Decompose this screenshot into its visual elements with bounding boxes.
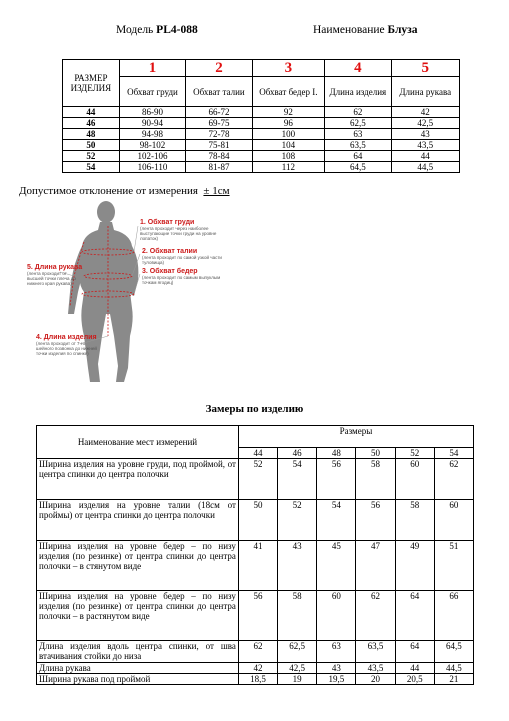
measurement-value: 49 xyxy=(395,541,434,591)
measurement-value: 56 xyxy=(356,500,395,541)
measurement-value: 62 xyxy=(434,459,473,500)
col-num: 3 xyxy=(252,60,324,77)
model-label: Модель PL4-088 xyxy=(116,24,198,36)
value-cell: 102-106 xyxy=(119,151,185,162)
value-cell: 86-90 xyxy=(119,107,185,118)
size-cell: 48 xyxy=(63,129,120,140)
size-row xyxy=(63,162,460,173)
size-row xyxy=(63,129,460,140)
measurement-value: 44,5 xyxy=(434,663,473,674)
measurement-value: 52 xyxy=(278,500,317,541)
measurement-value: 60 xyxy=(434,500,473,541)
measurement-value: 64 xyxy=(395,641,434,663)
measurement-value: 62 xyxy=(238,641,277,663)
value-cell: 62 xyxy=(325,107,392,118)
annotation-sleeve: 5. Длина рукава (лента проходит от высшей точки плеча до нижнего края рукава) xyxy=(27,264,83,286)
value-cell: 104 xyxy=(252,140,324,151)
size-table xyxy=(62,59,460,173)
size-header: РАЗМЕР ИЗДЕЛИЯ xyxy=(63,60,120,107)
size-column-header: 48 xyxy=(317,448,356,459)
col-label: Обхват талии xyxy=(186,77,252,107)
measurement-value: 20,5 xyxy=(395,674,434,685)
measurement-row xyxy=(37,591,474,641)
value-cell: 90-94 xyxy=(119,118,185,129)
col-num: 2 xyxy=(186,60,252,77)
value-cell: 106-110 xyxy=(119,162,185,173)
col-num: 1 xyxy=(119,60,185,77)
measurement-name: Ширина рукава под проймой xyxy=(37,674,239,685)
size-column-header: 46 xyxy=(278,448,317,459)
measurement-value: 42,5 xyxy=(278,663,317,674)
size-column-header: 50 xyxy=(356,448,395,459)
size-row xyxy=(63,151,460,162)
measurement-value: 43 xyxy=(317,663,356,674)
value-cell: 78-84 xyxy=(186,151,252,162)
tolerance-note: Допустимое отклонение от измерения ± 1см xyxy=(19,185,230,197)
size-row xyxy=(63,140,460,151)
col-label: Обхват бедер I. xyxy=(252,77,324,107)
measurement-name: Длина изделия вдоль центра спинки, от шва втачивания стойки до низа xyxy=(37,641,239,663)
value-cell: 43 xyxy=(391,129,459,140)
measurements-title: Замеры по изделию xyxy=(205,403,304,415)
measurement-value: 60 xyxy=(317,591,356,641)
measurement-value: 62,5 xyxy=(278,641,317,663)
size-row xyxy=(63,107,460,118)
size-column-header: 52 xyxy=(395,448,434,459)
measurement-row xyxy=(37,674,474,685)
measurement-value: 42 xyxy=(238,663,277,674)
value-cell: 100 xyxy=(252,129,324,140)
tolerance-value: ± 1см xyxy=(203,185,230,197)
measurement-value: 66 xyxy=(434,591,473,641)
measurement-value: 19,5 xyxy=(317,674,356,685)
measurement-value: 54 xyxy=(317,500,356,541)
value-cell: 98-102 xyxy=(119,140,185,151)
annotation-hips: 3. Обхват бедер (лента проходит по самым выпуклым точкам ягодиц) xyxy=(142,268,221,285)
measurement-value: 63,5 xyxy=(356,641,395,663)
size-column-header: 54 xyxy=(434,448,473,459)
value-cell: 63,5 xyxy=(325,140,392,151)
value-cell: 112 xyxy=(252,162,324,173)
col-num: 5 xyxy=(391,60,459,77)
col-num: 4 xyxy=(325,60,392,77)
size-cell: 52 xyxy=(63,151,120,162)
annotation-chest: 1. Обхват груди (лента проходит через наиболее выступающие точки груди на уровне лопаток) xyxy=(140,219,217,241)
annotation-waist: 2. Обхват талии (лента проходит по самой узкой части туловища) xyxy=(142,248,222,265)
name-value: Блуза xyxy=(387,24,418,36)
measurement-value: 63 xyxy=(317,641,356,663)
measurement-row xyxy=(37,500,474,541)
measurement-name: Ширина изделия на уровне бедер – по низу изделия (по резинке) от центра спинки до центра полочки – в стянутом виде xyxy=(37,541,239,591)
measurement-value: 64 xyxy=(395,591,434,641)
measurement-value: 56 xyxy=(317,459,356,500)
size-cell: 44 xyxy=(63,107,120,118)
col-label: Обхват груди xyxy=(119,77,185,107)
measurement-value: 62 xyxy=(356,591,395,641)
size-cell: 46 xyxy=(63,118,120,129)
measurement-value: 43,5 xyxy=(356,663,395,674)
value-cell: 81-87 xyxy=(186,162,252,173)
value-cell: 64,5 xyxy=(325,162,392,173)
value-cell: 42 xyxy=(391,107,459,118)
measurement-value: 64,5 xyxy=(434,641,473,663)
measurement-value: 58 xyxy=(356,459,395,500)
measurement-name: Ширина изделия на уровне талии (18см от проймы) от центра спинки до центра полочки xyxy=(37,500,239,541)
value-cell: 43,5 xyxy=(391,140,459,151)
measurement-name: Ширина изделия на уровне бедер – по низу изделия (по резинке) от центра спинки до центра полочки – в растянутом виде xyxy=(37,591,239,641)
measurement-figure xyxy=(20,196,280,386)
value-cell: 96 xyxy=(252,118,324,129)
measurement-value: 20 xyxy=(356,674,395,685)
value-cell: 108 xyxy=(252,151,324,162)
col-label: Длина рукава xyxy=(391,77,459,107)
value-cell: 66-72 xyxy=(186,107,252,118)
measurement-value: 41 xyxy=(238,541,277,591)
measurement-value: 58 xyxy=(278,591,317,641)
size-column-header: 44 xyxy=(238,448,277,459)
measurement-value: 52 xyxy=(238,459,277,500)
measurement-name: Длина рукава xyxy=(37,663,239,674)
measurement-value: 54 xyxy=(278,459,317,500)
size-row xyxy=(63,118,460,129)
measurement-row xyxy=(37,641,474,663)
value-cell: 44 xyxy=(391,151,459,162)
measurement-value: 56 xyxy=(238,591,277,641)
measurement-value: 47 xyxy=(356,541,395,591)
measurement-row xyxy=(37,541,474,591)
measurement-value: 51 xyxy=(434,541,473,591)
col-label: Длина изделия xyxy=(325,77,392,107)
value-cell: 69-75 xyxy=(186,118,252,129)
measurement-row xyxy=(37,663,474,674)
value-cell: 64 xyxy=(325,151,392,162)
value-cell: 75-81 xyxy=(186,140,252,151)
measurement-value: 18,5 xyxy=(238,674,277,685)
model-value: PL4-088 xyxy=(156,24,198,36)
sizes-label: Размеры xyxy=(238,426,473,448)
value-cell: 62,5 xyxy=(325,118,392,129)
size-cell: 54 xyxy=(63,162,120,173)
measurement-value: 21 xyxy=(434,674,473,685)
measurements-table xyxy=(36,425,474,685)
annotation-length: 4. Длина изделия (лента проходит от 7-го шейного позвонка до нижней точки изделия по спинке) xyxy=(36,334,97,356)
measurement-value: 43 xyxy=(278,541,317,591)
value-cell: 94-98 xyxy=(119,129,185,140)
value-cell: 42,5 xyxy=(391,118,459,129)
name-label: Наименование Блуза xyxy=(313,24,418,36)
value-cell: 63 xyxy=(325,129,392,140)
measurements-col-header: Наименование мест измерений xyxy=(37,426,239,459)
measurement-value: 19 xyxy=(278,674,317,685)
measurement-name: Ширина изделия на уровне груди, под проймой, от центра спинки до центра полочки xyxy=(37,459,239,500)
value-cell: 72-78 xyxy=(186,129,252,140)
measurement-value: 50 xyxy=(238,500,277,541)
measurement-value: 45 xyxy=(317,541,356,591)
value-cell: 44,5 xyxy=(391,162,459,173)
measurement-row xyxy=(37,459,474,500)
measurement-value: 44 xyxy=(395,663,434,674)
measurement-value: 60 xyxy=(395,459,434,500)
value-cell: 92 xyxy=(252,107,324,118)
measurement-value: 58 xyxy=(395,500,434,541)
size-cell: 50 xyxy=(63,140,120,151)
